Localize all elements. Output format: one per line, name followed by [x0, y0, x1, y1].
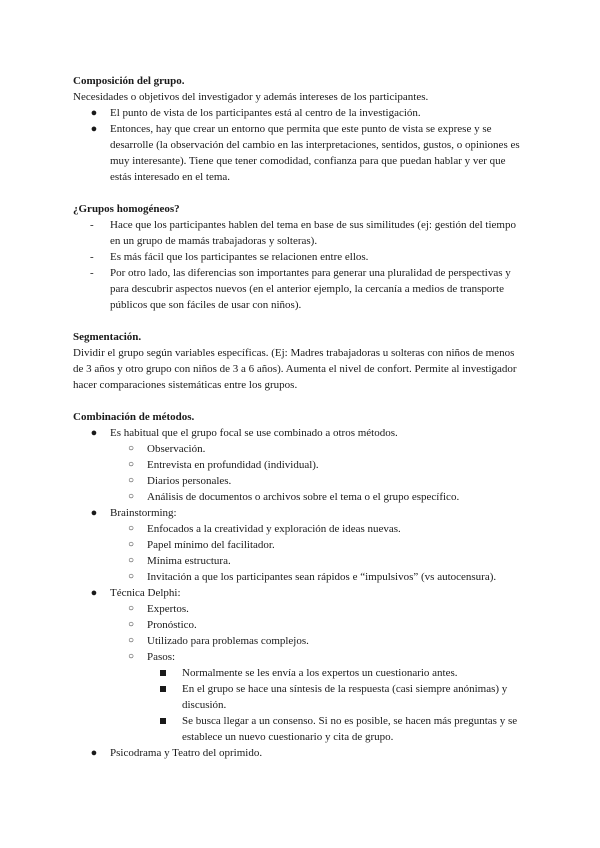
list-item-text: Psicodrama y Teatro del oprimido. [110, 747, 263, 759]
sub-list-item-text: Utilizado para problemas complejos. [147, 635, 309, 647]
section-heading: Segmentación. [73, 331, 142, 343]
circle-bullet-icon: ○ [127, 539, 135, 550]
list-item-text: Por otro lado, las diferencias son importantes para generar una pluralidad de perspectivas y para descubrir aspectos nuevos (en el anterior ejemplo, la cercanía a medios de transporte públicos que son fáciles de usar con niños). [110, 267, 511, 311]
circle-bullet-icon: ○ [127, 603, 135, 614]
list-item [73, 265, 525, 313]
bullet-icon: ● [90, 107, 98, 119]
sub-list-item [110, 473, 525, 489]
list-item-text: Es más fácil que los participantes se relacionen entre ellos. [110, 251, 369, 263]
dash-icon: - [90, 219, 94, 231]
circle-bullet-icon: ○ [127, 523, 135, 534]
list-item [73, 249, 525, 265]
section-homogeneos [73, 201, 525, 313]
bullet-list [73, 425, 525, 761]
section-composicion [73, 73, 525, 185]
sub-list-item-text: Pasos: [147, 651, 176, 663]
paragraph: Dividir el grupo según variables específicas. (Ej: Madres trabajadoras u solteras con niños de menos de 3 años y otro grupo con niños de 3 a 6 años). Aumenta el nivel de confort. Permite al investigador hacer comparaciones sistemáticas entre los grupos. [73, 347, 517, 391]
sub-sub-list-item-text: Se busca llegar a un consenso. Si no es posible, se hacen más preguntas y se establece un nuevo cuestionario y cita de grupo. [182, 715, 518, 743]
sub-list-item [110, 617, 525, 633]
section-heading: Combinación de métodos. [73, 411, 195, 423]
document-body [73, 73, 525, 777]
sub-list-item [110, 553, 525, 569]
sub-sub-list [147, 665, 525, 745]
sub-list-item-text: Pronóstico. [147, 619, 197, 631]
circle-bullet-icon: ○ [127, 491, 135, 502]
list-item [73, 121, 525, 185]
list-item [73, 217, 525, 249]
sub-list [110, 601, 525, 745]
list-item [73, 505, 525, 585]
list-item-text: Hace que los participantes hablen del tema en base de sus similitudes (ej: gestión del tiempo en un grupo de mamás trabajadoras y solteras). [110, 219, 516, 247]
section-segmentacion [73, 329, 525, 393]
sub-list-item [110, 649, 525, 745]
bullet-icon: ● [90, 747, 98, 759]
sub-list-item [110, 569, 525, 585]
list-item [73, 585, 525, 745]
square-bullet-icon [160, 670, 166, 676]
circle-bullet-icon: ○ [127, 635, 135, 646]
square-bullet-icon [160, 686, 166, 692]
list-item [73, 105, 525, 121]
sub-list-item-text: Análisis de documentos o archivos sobre el tema o el grupo específico. [147, 491, 460, 503]
sub-list-item [110, 457, 525, 473]
bullet-icon: ● [90, 587, 98, 599]
sub-list-item-text: Entrevista en profundidad (individual). [147, 459, 319, 471]
sub-list-item [110, 537, 525, 553]
bullet-icon: ● [90, 507, 98, 519]
circle-bullet-icon: ○ [127, 475, 135, 486]
list-item-text: Brainstorming: [110, 507, 177, 519]
circle-bullet-icon: ○ [127, 443, 135, 454]
circle-bullet-icon: ○ [127, 651, 135, 662]
sub-list [110, 441, 525, 505]
sub-list-item-text: Expertos. [147, 603, 189, 615]
list-item [73, 425, 525, 505]
circle-bullet-icon: ○ [127, 459, 135, 470]
list-item-text: Entonces, hay que crear un entorno que permita que este punto de vista se exprese y se desarrolle (la observación del cambio en las interpretaciones, sentidos, gustos, o opiniones es muy interesante). Tiene que tener comodidad, confianza para que puedan hablar y ver que estás interesado en el tema. [110, 123, 520, 183]
sub-list-item [110, 601, 525, 617]
circle-bullet-icon: ○ [127, 571, 135, 582]
dash-icon: - [90, 267, 94, 279]
sub-sub-list-item [147, 713, 525, 745]
bullet-icon: ● [90, 427, 98, 439]
sub-list-item-text: Enfocados a la creatividad y exploración de ideas nuevas. [147, 523, 401, 535]
square-bullet-icon [160, 718, 166, 724]
dash-list [73, 217, 525, 313]
sub-list-item-text: Invitación a que los participantes sean rápidos e “impulsivos” (vs autocensura). [147, 571, 497, 583]
sub-sub-list-item-text: En el grupo se hace una síntesis de la respuesta (casi siempre anónimas) y discusión. [182, 683, 508, 711]
list-item-text: Es habitual que el grupo focal se use combinado a otros métodos. [110, 427, 398, 439]
sub-sub-list-item [147, 665, 525, 681]
sub-list-item-text: Diarios personales. [147, 475, 232, 487]
bullet-icon: ● [90, 123, 98, 135]
list-item [73, 745, 525, 761]
sub-list-item-text: Mínima estructura. [147, 555, 231, 567]
sub-list-item [110, 521, 525, 537]
sub-list-item-text: Papel mínimo del facilitador. [147, 539, 275, 551]
list-item-text: El punto de vista de los participantes está al centro de la investigación. [110, 107, 421, 119]
sub-sub-list-item [147, 681, 525, 713]
circle-bullet-icon: ○ [127, 619, 135, 630]
bullet-list [73, 105, 525, 185]
sub-sub-list-item-text: Normalmente se les envía a los expertos un cuestionario antes. [182, 667, 458, 679]
sub-list-item [110, 633, 525, 649]
circle-bullet-icon: ○ [127, 555, 135, 566]
paragraph: Necesidades o objetivos del investigador y además intereses de los participantes. [73, 91, 429, 103]
section-heading: ¿Grupos homogéneos? [73, 203, 180, 215]
sub-list-item [110, 441, 525, 457]
section-heading: Composición del grupo. [73, 75, 185, 87]
sub-list [110, 521, 525, 585]
list-item-text: Técnica Delphi: [110, 587, 181, 599]
sub-list-item [110, 489, 525, 505]
sub-list-item-text: Observación. [147, 443, 206, 455]
section-combinacion [73, 409, 525, 761]
dash-icon: - [90, 251, 94, 263]
